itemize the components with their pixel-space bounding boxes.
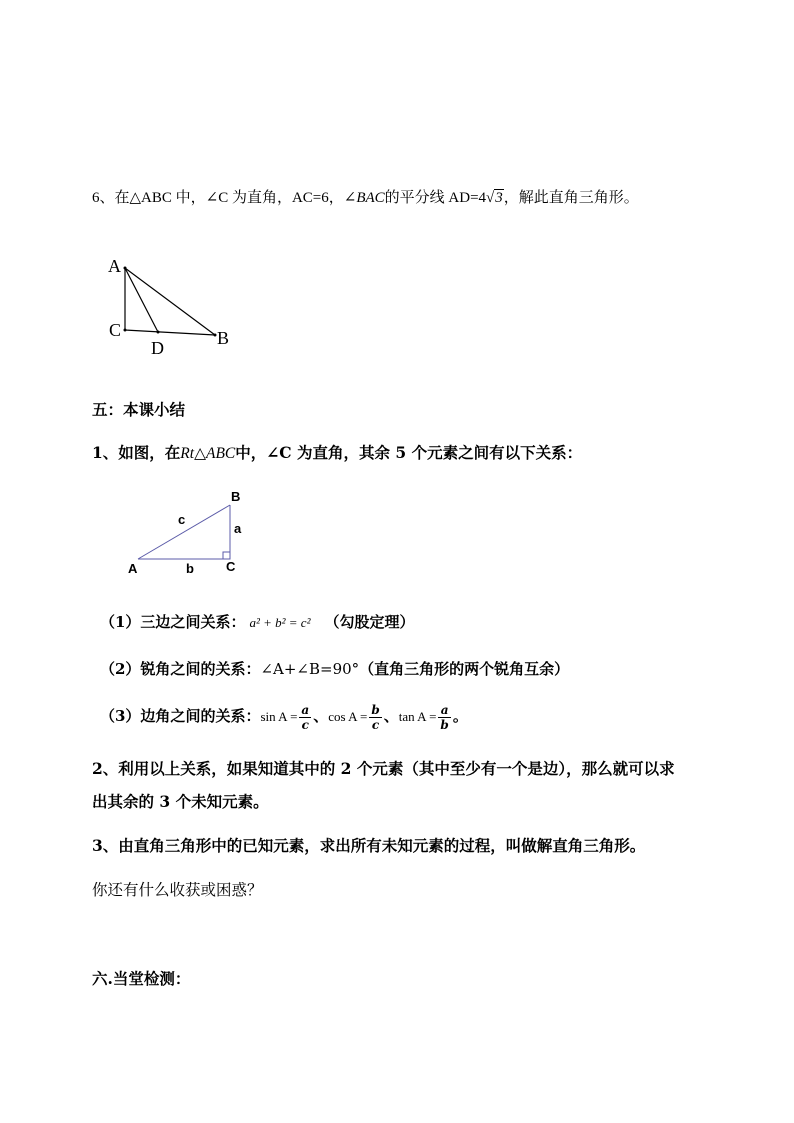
cos-fraction [369, 703, 381, 732]
r2-label: （2）锐角之间的关系： [100, 660, 261, 678]
side-cb [125, 330, 215, 335]
cos-den: c [371, 717, 380, 732]
point-a [124, 267, 127, 270]
q6-angle-name: BAC [356, 190, 385, 206]
sep-1: 、 [313, 707, 329, 725]
sin-den: c [301, 717, 309, 732]
r1-note: （勾股定理） [324, 613, 415, 631]
item1-suffix: 中，∠C 为直角，其余 5 个元素之间有以下关系： [235, 443, 583, 462]
sin-label: sin A = [260, 709, 298, 724]
right-angle-mark [223, 552, 230, 559]
q6-text-prefix: 6、在△ABC 中，∠C 为直角，AC=6，∠ [92, 190, 357, 206]
question-6 [92, 186, 639, 207]
label-b: B [217, 328, 230, 348]
label-a: A [108, 256, 121, 276]
section-5-title: 五：本课小结 [92, 400, 186, 419]
bisector-ad [125, 268, 158, 332]
item1-abc: ABC [206, 445, 236, 462]
relation-2 [100, 658, 569, 679]
label-d: D [151, 338, 164, 358]
triangle-figure-1 [100, 250, 250, 360]
radical-sign: √ [486, 190, 495, 206]
side-label-c: c [178, 512, 186, 527]
period: 。 [452, 707, 468, 725]
r3-label: （3）边角之间的关系： [100, 707, 261, 725]
r1-formula: a² + b² = c² [249, 615, 311, 630]
summary-item-2-line-1: 2、利用以上关系，如果知道其中的 2 个元素（其中至少有一个是边），那么就可以求 [92, 759, 675, 778]
side-label-a: a [234, 521, 242, 536]
q6-text-suffix: ，解此直角三角形。 [503, 190, 639, 206]
tan-den: b [440, 717, 449, 732]
cos-num: b [371, 702, 380, 717]
summary-item-3: 3、由直角三角形中的已知元素，求出所有未知元素的过程，叫做解直角三角形。 [92, 836, 646, 855]
item1-triangle-symbol: △ [194, 444, 206, 462]
summary-item-2-line-2: 出其余的 3 个未知元素。 [92, 792, 269, 811]
cos-label: cos A = [328, 709, 368, 724]
relation-3 [100, 698, 468, 735]
sin-num: a [301, 702, 310, 717]
tan-fraction [438, 703, 450, 732]
q6-text-mid: 的平分线 AD=4 [384, 190, 487, 206]
reflection-question: 你还有什么收获或困惑？ [92, 881, 263, 899]
r2-note: （直角三角形的两个锐角互余） [359, 660, 570, 678]
item1-rt: Rt [180, 445, 195, 462]
section-6-title: 六.当堂检测： [92, 969, 191, 988]
side-label-b: b [186, 561, 194, 576]
sqrt-radicand: 3 [495, 190, 503, 206]
label-b: B [231, 489, 241, 504]
point-d [157, 331, 160, 334]
side-ab [125, 268, 215, 335]
relation-1 [100, 611, 414, 632]
label-a: A [128, 561, 138, 576]
sqrt-expression [486, 190, 504, 207]
r1-label: （1）三边之间关系： [100, 613, 246, 631]
tan-label: tan A = [398, 709, 437, 724]
label-c: C [226, 559, 236, 574]
triangle-figure-2 [120, 485, 260, 580]
r2-formula: ∠A+∠B=90° [260, 660, 360, 678]
tan-num: a [438, 703, 450, 718]
sep-2: 、 [383, 707, 399, 725]
point-c [124, 329, 127, 332]
summary-item-1 [92, 441, 582, 463]
sin-fraction [299, 703, 311, 732]
item1-prefix: 1、如图，在 [92, 443, 181, 462]
label-c: C [109, 320, 122, 340]
